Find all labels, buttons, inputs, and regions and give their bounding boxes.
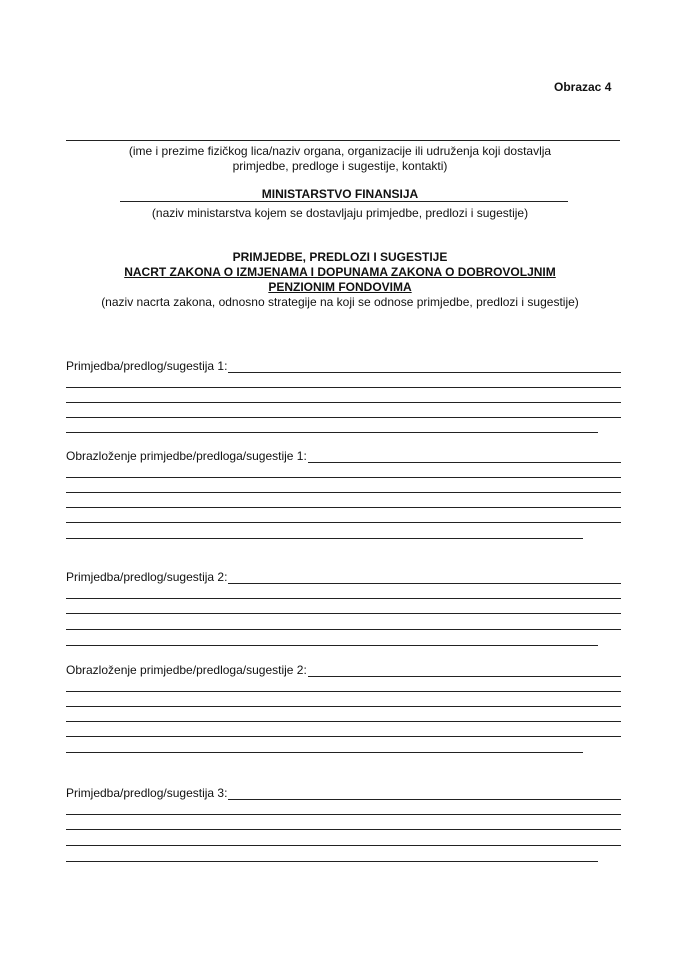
field-label: Primjedba/predlog/sugestija 2: (66, 570, 228, 584)
document-title: PRIMJEDBE, PREDLOZI I SUGESTIJE (232, 250, 448, 264)
field-label: Obrazloženje primjedbe/predloga/sugestije 2: (66, 663, 307, 677)
field-label: Primjedba/predlog/sugestija 3: (66, 786, 228, 800)
field-label: Primjedba/predlog/sugestija 1: (66, 359, 228, 373)
law-title-line1: NACRT ZAKONA O IZMJENAMA I DOPUNAMA ZAKONA O DOBROVOLJNIM (124, 265, 556, 279)
ministry-name: MINISTARSTVO FINANSIJA (261, 187, 419, 201)
law-caption: (naziv nacrta zakona, odnosno strategije na koji se odnose primjedbe, predlozi i sugestije) (101, 295, 579, 309)
ministry-caption: (naziv ministarstva kojem se dostavljaju primjedbe, predlozi i sugestije) (151, 206, 529, 220)
submitter-caption (40, 144, 640, 174)
law-title-line2: PENZIONIM FONDOVIMA (268, 280, 412, 294)
field-label: Obrazloženje primjedbe/predloga/sugestije 1: (66, 449, 307, 463)
submitter-caption-line1: (ime i prezime fizičkog lica/naziv organa, organizacije ili udruženja koji dostavlja (128, 144, 552, 158)
form-number: Obrazac 4 (554, 80, 612, 94)
submitter-input-line[interactable] (66, 140, 620, 141)
submitter-caption-line2: primjedbe, predloge i sugestije, kontakti) (232, 159, 448, 173)
